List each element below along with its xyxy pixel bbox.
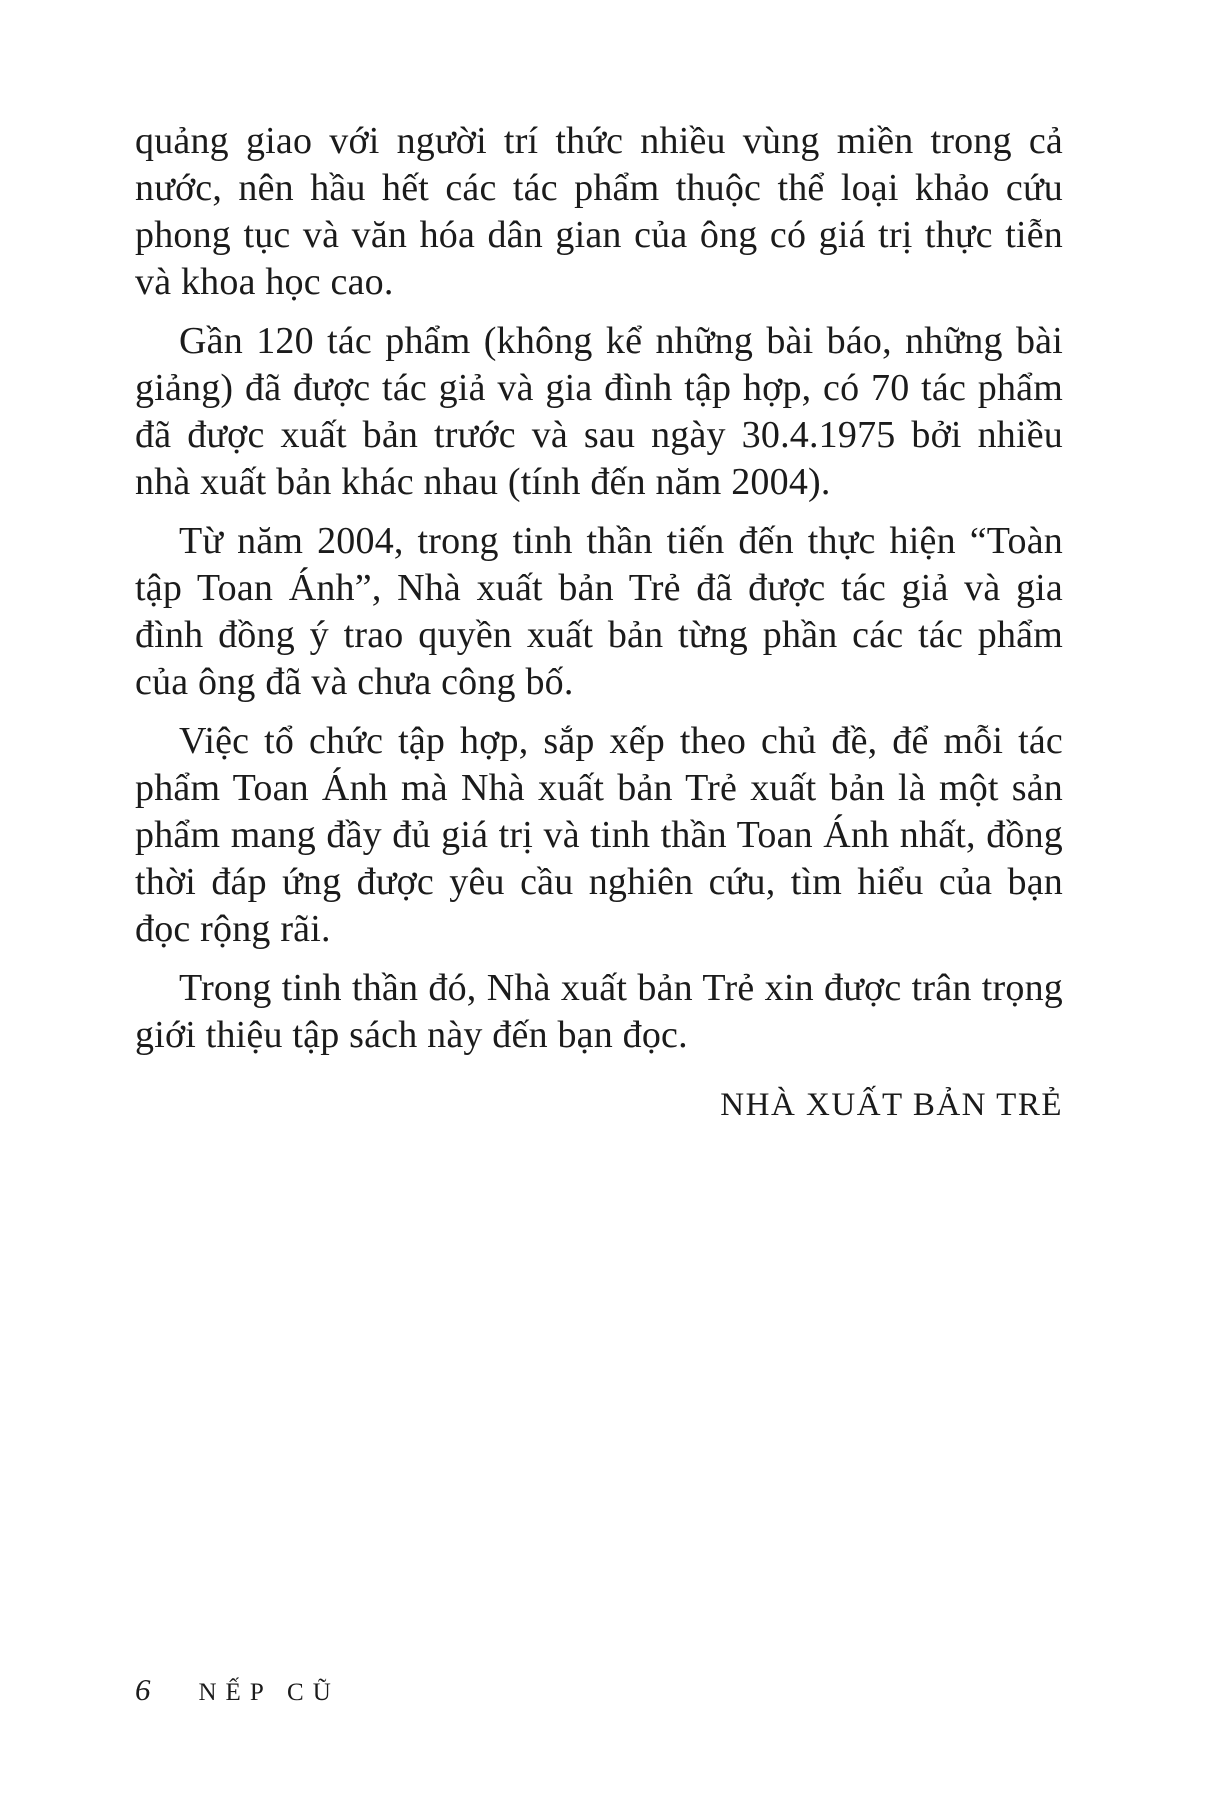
book-title: NẾP CŨ [198, 1679, 340, 1706]
body-paragraph: Gần 120 tác phẩm (không kể những bài báo, những bài giảng) đã được tác giả và gia đình tập hợp, có 70 tác phẩm đã được xuất bản trước và sau ngày 30.4.1975 bởi nhiều nhà xuất bản khác nhau (tính đến năm 2004). [135, 320, 1063, 503]
body-paragraph: Từ năm 2004, trong tinh thần tiến đến thực hiện “Toàn tập Toan Ánh”, Nhà xuất bản Trẻ đã được tác giả và gia đình đồng ý trao quyền xuất bản từng phần các tác phẩm của ông đã và chưa công bố. [135, 520, 1063, 703]
page-number: 6 [135, 1672, 151, 1707]
page-footer [135, 1672, 340, 1708]
body-paragraph: quảng giao với người trí thức nhiều vùng miền trong cả nước, nên hầu hết các tác phẩm thuộc thể loại khảo cứu phong tục và văn hóa dân gian của ông có giá trị thực tiễn và khoa học cao. [135, 120, 1063, 303]
publisher-signature: NHÀ XUẤT BẢN TRẺ [720, 1087, 1063, 1123]
body-paragraph: Trong tinh thần đó, Nhà xuất bản Trẻ xin được trân trọng giới thiệu tập sách này đến bạn đọc. [135, 967, 1063, 1056]
body-text-block [135, 118, 1063, 1125]
body-paragraph: Việc tổ chức tập hợp, sắp xếp theo chủ đề, để mỗi tác phẩm Toan Ánh mà Nhà xuất bản Trẻ xuất bản là một sản phẩm mang đầy đủ giá trị và tinh thần Toan Ánh nhất, đồng thời đáp ứng được yêu cầu nghiên cứu, tìm hiểu của bạn đọc rộng rãi. [135, 720, 1063, 950]
